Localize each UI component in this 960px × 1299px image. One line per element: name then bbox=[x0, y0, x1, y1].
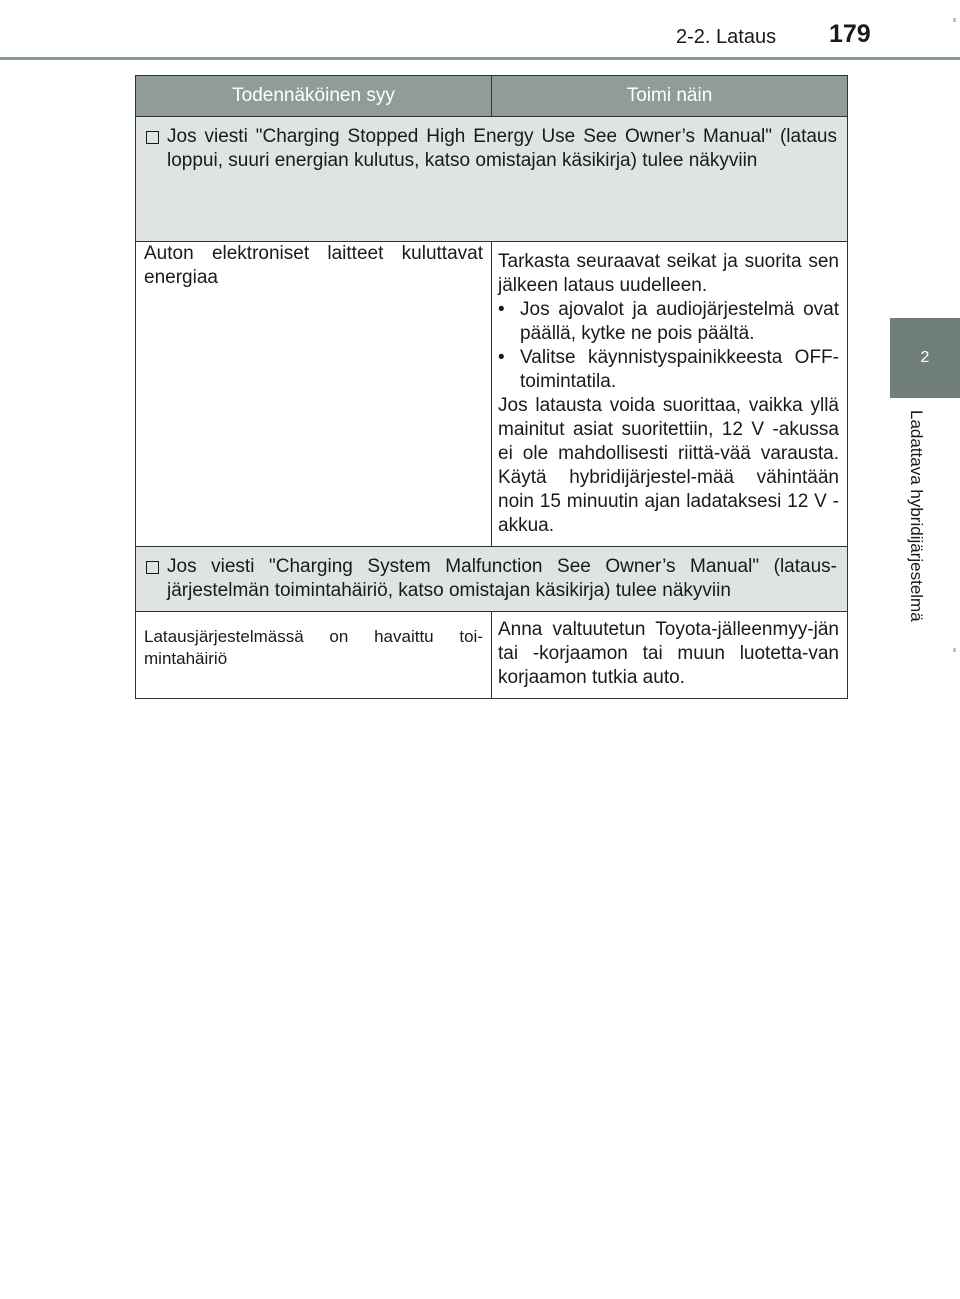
checkbox-bullet-icon bbox=[146, 561, 159, 574]
remedy-bullet: • Valitse käynnistyspainikkeesta OFF-toimintatila. bbox=[498, 347, 839, 392]
table-row bbox=[136, 612, 848, 699]
chapter-title: Ladattava hybridijärjestelmä bbox=[907, 410, 926, 622]
page-number: 179 bbox=[829, 20, 871, 48]
remedy-bullet: • Jos ajovalot ja audiojärjestelmä ovat päällä, kytke ne pois päältä. bbox=[498, 299, 839, 344]
section-message: Jos viesti "Charging Stopped High Energy Use See Owner’s Manual" (lataus loppui, suuri energian kulutus, katso omistajan käsikirja) tulee näkyviin bbox=[167, 126, 837, 171]
cause-text: Auton elektroniset laitteet kuluttavat energiaa bbox=[144, 243, 483, 288]
chapter-tab bbox=[890, 318, 960, 398]
section-row bbox=[136, 547, 848, 612]
section-title: 2-2. Lataus bbox=[676, 26, 777, 48]
table-row bbox=[136, 242, 848, 547]
section-row bbox=[136, 117, 848, 242]
remedy-bullet-text: Jos ajovalot ja audiojärjestelmä ovat päällä, kytke ne pois päältä. bbox=[520, 299, 839, 344]
cause-cell bbox=[136, 242, 492, 547]
margin-tick bbox=[953, 18, 956, 22]
troubleshooting-table bbox=[135, 75, 848, 699]
section-cell bbox=[136, 117, 848, 242]
remedy-bullet-text: Valitse käynnistyspainikkeesta OFF-toimintatila. bbox=[520, 347, 839, 392]
section-cell bbox=[136, 547, 848, 612]
remedy-intro: Tarkasta seuraavat seikat ja suorita sen jälkeen lataus uudelleen. bbox=[498, 251, 839, 296]
remedy-outro: Jos latausta voida suorittaa, vaikka yllä mainitut asiat suoritettiin, 12 V -akussa ei ole mahdollisesti riittä-vää varausta. Käytä hybridijärjestel-mää vähintään noin 15 minuutin ajan ladataksesi 12 V -akkua. bbox=[498, 395, 839, 536]
cause-cell bbox=[136, 612, 492, 699]
section-message: Jos viesti "Charging System Malfunction See Owner’s Manual" (lataus-järjestelmän toimintahäiriö, katso omistajan käsikirja) tulee näkyviin bbox=[167, 556, 837, 601]
remedy-cell bbox=[492, 242, 848, 547]
checkbox-bullet-icon bbox=[146, 131, 159, 144]
table-header-row bbox=[136, 76, 848, 117]
header-rule bbox=[0, 57, 960, 60]
remedy-cell bbox=[492, 612, 848, 699]
cause-text: Latausjärjestelmässä on havaittu toi-mintahäiriö bbox=[144, 627, 483, 668]
column-header-remedy: Toimi näin bbox=[492, 76, 848, 117]
margin-tick bbox=[953, 648, 956, 652]
remedy-text: Anna valtuutetun Toyota-jälleenmyy-jän tai -korjaamon tai muun luotetta-van korjaamon tutkia auto. bbox=[498, 619, 839, 688]
column-header-cause: Todennäköinen syy bbox=[136, 76, 492, 117]
chapter-number: 2 bbox=[920, 349, 930, 366]
